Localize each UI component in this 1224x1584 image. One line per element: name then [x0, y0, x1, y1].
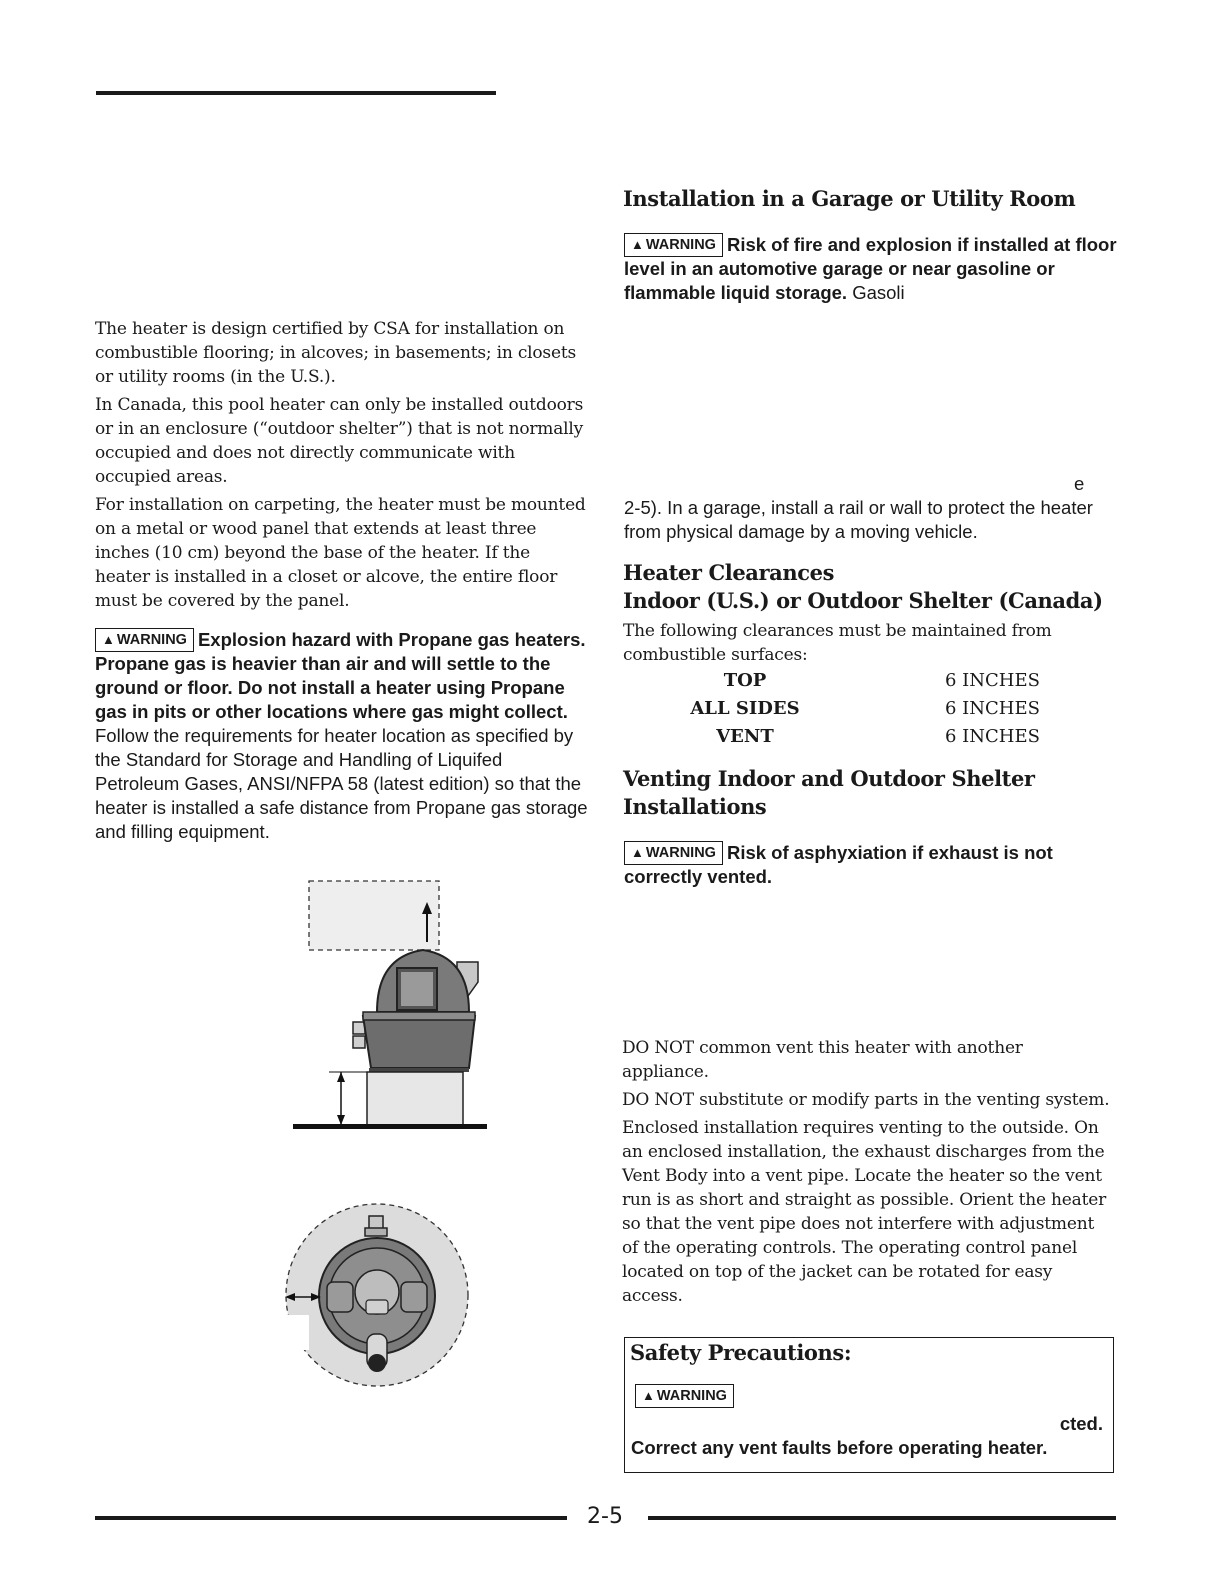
clearance-value-sides: 6 INCHES — [945, 698, 1040, 719]
propane-warning-text: Follow the requirements for heater location as specified by the Standard for Storage and Handling of Liquifed Petroleum Gases, ANSI/NFPA 58 (latest edition) so that the heater is installed a safe distance from Propane gas storage and filling equipment. — [95, 725, 588, 842]
garage-warning — [624, 233, 1120, 305]
propane-warning-bold: Explosion hazard with Propane gas heaters. Propane gas is heavier than air and will settle to the ground or floor. Do not install a heater using Propane gas in pits or other locations where gas might collect. — [95, 629, 586, 722]
warning-badge-label: WARNING — [116, 632, 187, 648]
warning-badge-label: WARNING — [645, 845, 716, 861]
vent-warning-bold: Risk of asphyxiation if exhaust is not correctly vented. — [624, 842, 1053, 887]
clearance-value-top: 6 INCHES — [945, 670, 1040, 691]
clearance-value-vent: 6 INCHES — [945, 726, 1040, 747]
left-para-carpeting: For installation on carpeting, the heater must be mounted on a metal or wood panel that extends at least three inches (10 cm) beyond the base of the heater. If the heater is installed in a closet or alcove, the entire floor must be covered by the panel. — [95, 495, 586, 611]
safety-line: Correct any vent faults before operating heater. — [631, 1437, 1048, 1458]
garage-warning-bold: Risk of fire and explosion if installed at floor level in an automotive garage or near gasoline or flammable liquid storage. — [624, 234, 1117, 303]
clearance-label-sides: ALL SIDES — [690, 698, 800, 719]
clearance-label-vent: VENT — [716, 726, 774, 747]
warning-badge-label: WARNING — [656, 1388, 727, 1404]
garage-heading: Installation in a Garage or Utility Room — [623, 186, 1076, 211]
safety-precautions-box — [624, 1337, 1114, 1473]
warning-triangle-icon: ▲ — [642, 1388, 655, 1403]
top-rule — [96, 91, 496, 95]
clearance-intro: The following clearances must be maintained from combustible surfaces: — [623, 621, 1052, 665]
clearance-heading-2: Indoor (U.S.) or Outdoor Shelter (Canada) — [623, 588, 1103, 613]
propane-warning — [95, 628, 589, 844]
clearance-label-top: TOP — [723, 670, 767, 691]
safety-title: Safety Precautions: — [630, 1340, 852, 1365]
warning-badge — [635, 1384, 734, 1408]
garage-fragment-e: e — [1074, 473, 1085, 494]
left-para-canada: In Canada, this pool heater can only be installed outdoors or in an enclosure (“outdoor shelter”) that is not normally occupied and does not directly communicate with occupied areas. — [95, 395, 584, 487]
warning-badge — [624, 841, 723, 865]
vent-para-enclosed: Enclosed installation requires venting to the outside. On an enclosed installation, the exhaust discharges from the Vent Body into a vent pipe. Locate the heater so the vent run is as short and straight as possible. Orient the heater so that the vent pipe does not interfere with adjustment of the operating controls. The operating control panel located on top of the jacket can be rotated for easy access. — [622, 1118, 1107, 1306]
venting-paragraphs — [622, 1036, 1112, 1312]
warning-badge — [624, 233, 723, 257]
vent-para-substitute: DO NOT substitute or modify parts in the venting system. — [622, 1090, 1110, 1110]
warning-badge-label: WARNING — [645, 237, 716, 253]
warning-triangle-icon: ▲ — [102, 632, 115, 647]
garage-continued: 2-5). In a garage, install a rail or wall to protect the heater from physical damage by a moving vehicle. — [624, 497, 1093, 542]
venting-heading-1: Venting Indoor and Outdoor Shelter — [623, 766, 1035, 791]
page-number: 2-5 — [587, 1504, 623, 1529]
warning-badge — [95, 628, 194, 652]
vent-warning — [624, 841, 1120, 889]
safety-warning-badge-wrap — [635, 1384, 738, 1408]
clearance-heading-1: Heater Clearances — [623, 560, 835, 585]
warning-triangle-icon: ▲ — [631, 237, 644, 252]
left-column — [95, 317, 589, 617]
garage-warning-text: Gasoli — [847, 282, 905, 303]
footer-rule-right — [648, 1516, 1116, 1520]
heater-side-illustration — [285, 872, 495, 1137]
left-para-certified: The heater is design certified by CSA for installation on combustible flooring; in alcoves; in basements; in closets or utility rooms (in the U.S.). — [95, 319, 576, 387]
vent-para-common: DO NOT common vent this heater with another appliance. — [622, 1038, 1023, 1082]
heater-top-illustration — [279, 1200, 474, 1392]
footer-rule-left — [95, 1516, 567, 1520]
safety-fragment: cted. — [1059, 1413, 1103, 1434]
warning-triangle-icon: ▲ — [631, 845, 644, 860]
venting-heading-2: Installations — [623, 794, 767, 819]
